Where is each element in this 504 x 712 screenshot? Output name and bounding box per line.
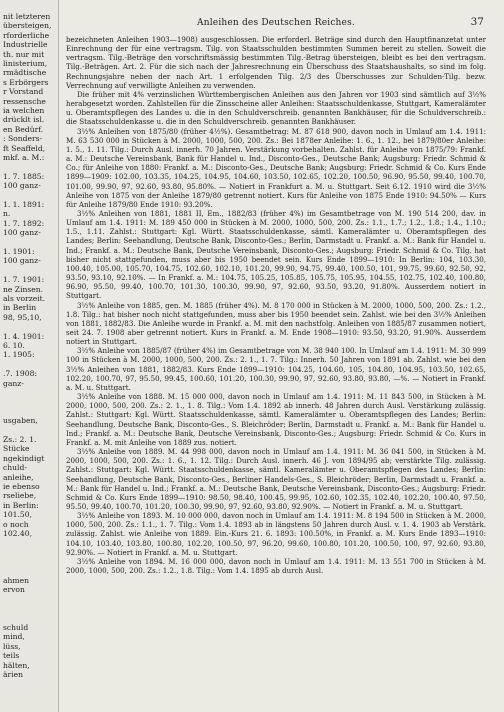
margin-line: anleihe, [3, 472, 34, 482]
margin-line: 1. 7. 1885: [3, 171, 45, 181]
paragraph: Die früher mit 4% verzinslichen Württembergischen Anleihen aus den Jahren vor 1903 sind sämtlich auf 3½% herabgesetzt worden. Zahlstellen für die Zinsscheine aller Anleihen: Staatsschuldenkasse, Stuttgart, Kameralämter u. Oberamtspflegen des Landes u. die in den Schuldverschreib. genannten Bankhäuser, für die Schuldverschreib.: die Staatsschuldenkasse u. die in den Schuldverschreib. genannten Bankhäuser. [66, 89, 486, 127]
margin-line: s Erbörgers [3, 77, 49, 87]
margin-line: rmädtische [3, 68, 47, 78]
margin-line: 98, 95,10, [3, 312, 42, 322]
margin-line: teils [3, 651, 20, 661]
margin-line: als vorzeit. [3, 294, 46, 303]
margin-line: ervon [3, 585, 25, 595]
margin-line: th. nur mit [3, 49, 45, 59]
margin-line: 1. 1901: [3, 247, 35, 256]
paragraph: 3½% Anleihe von 1888. M. 15 000 000, davon noch in Umlauf am 1.4. 1911: M. 11 843 500, in Stücken à M. 2000, 1000, 500, 200. Zs.: 2. 1., 1. 8. Tilg.: Vom 1.4. 1892 ab innerh. 48 Jahren durch Ausl. Verstärkung zulässig. Zahlst.: Stuttgart: Kgl. Württ. Staatsschuldenkasse, sämtl. Kameralämter u. Oberamtspflegen des Landes; Berlin: Seehandlung, Deutsche Bank, Disconto-Ges., S. Bleichröder; Berlin, Darmstadt u. Frankf. a. M.: Bank für Handel u. Ind.; Frankf. a. M.: Deutsche Bank, Deutsche Vereinsbank, Disconto-Ges.; Augsburg: Friedr. Schmid & Co. Kurs in Frankf. a. M. mit Anleihe von 1889 zus. notiert. [66, 392, 486, 447]
margin-line: 100 ganz- [3, 228, 41, 238]
margin-line: übersteigen, [3, 21, 52, 31]
margin-line: mind, [3, 632, 25, 642]
margin-line: 102.40, [3, 529, 32, 538]
page-number: 37 [470, 16, 484, 28]
margin-line: usgaben, [3, 416, 38, 426]
paragraph: 3½% Anleihen von 1881, 1881 II, Em., 1882/83 (früher 4%) im Gesamtbetrage von M. 190 514 200, dav. in Umlauf am 1.4. 1911: M. 189 450 000 in Stücken à M. 2000, 1000, 500, 200. Zs.: 1.1., 1.7.; 1.2., 1.8.; 1.4., 1.10.; 1.5., 1.11. Zahlst.: Stuttgart: Kgl. Württ. Staatsschuldenkasse, sämtl. Kameralämter u. Oberamtspflegen des Landes; Berlin: Seehandlung, Deutsche Bank, Disconto-Ges.; Berlin, Darmstadt u. Frankf. a. M.: Bank für Handel u. Ind.; Frankf. a. M.: Deutsche Bank, Deutsche Vereinsbank, Disconto-Ges.; Augsburg: Friedr. Schmid & Co. Tilg. hat bisher nicht stattgefunden, muss aber bis 1950 beendet sein. Kurs Ende 1899—1910: In Berlin: 104, 103.30, 100.40, 105.00, 105.70, 104.75, 102.60, 102.10, 101.20, 99.90, 94.75, 99.40, 100.50, 101, 99.75, 99.60, 92.50, 92, 93.50, 93.10, 92.10%. — In Frankf. a. M.: 104.75, 105.25, 105.85, 105.75, 105.95, 104.55, 102.75, 102.40, 100.80, 96.90, 95.50, 99.40, 100.70, 101.30, 100.30, 99.90, 97, 92.60, 93.50, 93.20, 91.80%. Ausserdem notiert in Stuttgart. [66, 208, 486, 301]
margin-line: ia welchen [3, 106, 45, 115]
margin-line: 1. 4. 1901: [3, 331, 45, 341]
body-text [66, 35, 486, 707]
margin-line: rseliebe, [3, 491, 37, 501]
page-header [66, 10, 486, 34]
page [66, 0, 486, 712]
margin-line: nit letzteren [3, 12, 51, 21]
paragraph: 3½% Anleihe von 1885, gen. M. 1885 (früher 4%). M. 8 170 000 in Stücken à M. 2000, 1000, 500, 200. Zs.: 1.2., 1.8. Tilg.: hat bisher noch nicht stattgefunden, muss aber bis 1950 beendet sein. Zahlst. wie bei den 3½% Anleihen von 1881, 1882/83. Die Anleihe wurde in Frankf. a. M. mit den nachstfolg. Anleihen von 1885/87 zusammen notiert, seit 24. 7. 1908 aber getrennt notiert. Kurs in Frankf. a. M. Ende 1908—1910: 93.50, 93.20, 91.90%. Ausserdem notiert in Stuttgart. [66, 300, 486, 347]
page-title: Anleihen des Deutschen Reiches. [197, 18, 355, 28]
margin-line: r Vorstand [3, 87, 44, 97]
margin-line: 6. 10. [3, 341, 25, 350]
margin-line: ahmen [3, 576, 30, 585]
paragraph: 3½% Anleihe von 1894. M. 16 000 000, davon noch in Umlauf am 1.4. 1911: M. 13 551 700 in Stücken à M. 2000, 1000, 500, 200. Zs.: 1.2., 1.8. Tilg.: Vom 1.4. 1895 ab durch Ausl. [66, 556, 486, 576]
margin-line: .7. 1908: [3, 369, 37, 379]
margin-line: lüss, [3, 641, 21, 651]
margin-line: 100 ganz- [3, 256, 41, 266]
margin-line: chuld- [3, 463, 27, 473]
margin-line: hälten, [3, 660, 30, 670]
margin-line: 1. 7. 1892: [3, 218, 45, 228]
paragraph: 3½% Anleihe von 1885/87 (früher 4%) im Gesamtbetrage von M. 38 940 100. In Umlauf am 1.4. 1911: M. 30 999 100 in Stücken à M. 2000, 1000, 500, 200. Zs.: 2. 1., 1. 7. Tilg.: Innerh. 50 Jahren von 1891 ab. Zahlst. wie bei den 3½% Anleihen von 1881, 1882/83. Kurs Ende 1899—1910: 104.25, 104.60, 105, 104.80, 104.95, 103.50, 102.65, 102.20, 100.70, 97, 95.50, 99.45, 100.60, 101.20, 100.30, 99.90, 97, 92.60, 93.80, 93.80, —%. — Notiert in Frankf. a. M. u. Stuttgart. [66, 346, 486, 392]
margin-line: 100 ganz- [3, 181, 41, 191]
margin-line: ngekindigt [3, 453, 45, 463]
margin-line: ne Zinsen. [3, 284, 44, 294]
margin-line: 101.50, [3, 510, 32, 520]
margin-line: en Bedürf. [3, 124, 44, 134]
paragraph: 3½% Anleihe von 1893. M. 10 000 000, davon noch in Umlauf am 1.4. 1911: M. 8 194 500 in Stücken à M. 2000, 1000, 500, 200. Zs.: 1.1., 1. 7. Tilg.: Vom 1.4. 1893 ab in längstens 50 Jahren durch Ausl. v. 1. 4. 1903 ab Verstärk. zulässig. Zahlst. wie Anleihe von 1889. Ein.-Kurs 21. 6. 1893: 100.50%, in Frankf. a. M. Kurs Ende 1893—1910: 104.10, 103.40, 103.80, 100.80, 102.20, 100.50, 97, 96.20, 99.60, 100.80, 101.20, 100.50, 100, 97, 92.60, 93.80, 92.90%. — Notiert in Frankf. a. M. u. Stuttgart. [66, 511, 486, 557]
margin-line: Industrielle [3, 40, 48, 50]
margin-line: ganz- [3, 378, 24, 388]
margin-line: rforderliche [3, 30, 50, 40]
margin-line: drücklt isl. [3, 115, 45, 125]
margin-line: Zs.: 2. 1. [3, 435, 37, 444]
margin-line: 1. 1. 1891: [3, 200, 45, 209]
margin-line: mkf. a. M.: [3, 153, 45, 162]
margin-line: o noch [3, 519, 29, 529]
paragraph: 3½% Anleihe von 1889. M. 44 998 000, davon noch in Umlauf am 1.4. 1911: M. 36 041 500, in Stücken à M. 2000, 1000, 500, 200. Zs.: 1. 6., 1. 12. Tilg.: Durch Ausl. innerh. 46 J. von 1894/95 ab; verstärkte Tilg. zulässig. Zahlst.: Stuttgart: Kgl. Württ. Staatsschuldenkasse, sämtl. Kameralämter u. Oberamtspflegen des Landes; Berlin: Seehandlung, Deutsche Bank, Disconto-Ges., Berliner Handels-Ges., S. Bleichröder; Berlin, Darmstadt u. Frankf. a. M.: Bank für Handel u. Ind.; Frankf. a. M.: Deutsche Bank, Deutsche Vereinsbank, Disconto-Ges.; Augsburg: Friedr. Schmid & Co. Kurs Ende 1899—1910: 98.50, 98.40, 100.45, 99.95, 102.60, 102.35, 102.40, 102.20, 100.40, 97.50, 95.50, 99.40, 100.70, 101.20, 100.30, 99.90, 97, 92.60, 93.80, 92.90%. — Notiert in Frankf. a. M. u. Stuttgart. [66, 447, 486, 511]
paragraph: 3½% Anleihen von 1875/80 (früher 4½%). Gesamtbetrag: M. 87 618 900, davon noch in Umlauf am 1.4. 1911: M. 63 530 000 in Stücken à M. 2000, 1000, 500, 200. Zs.: Bei 1878er Anleihe: 1. 6., 1. 12., bei 1879/80er Anleihe: 1. 5., 1. 11. Tilg.: Durch Ausl. innerh. 70 Jahren. Verstärkung vorbehalten. Zahlst. für Anleihe von 1875/79: Frankf. a. M.: Deutsche Vereinsbank, Bank für Handel u. Ind., Disconto-Ges., Deutsche Bank; Augsburg: Friedr. Schmid & Co.; für Anleihe von 1880: Frankf. a. M.: Disconto-Ges., Deutsche Bank; Augsburg: Friedr. Schmid & Co. Kurs Ende 1899—1909: 102.00, 103.35, 104.25, 104.95, 104.60, 103.50, 102.65, 102.20, 100.50, 96.90, 95.50, 99.40, 100.70, 101.00, 99.90, 97, 92.60, 93.80, 95.80%. — Notiert in Frankfurt a. M. u. Stuttgart. Seit 6.12. 1910 wird die 3½% Anleihe von 1875 von der Anleihe 1879/80 getrennt notiert. Kurs für Anleihe von 1875 Ende 1910: 94.50% — Kurs für Anleihe 1879/80 Ende 1910: 93.20%. [66, 126, 486, 209]
margin-line: 1. 7. 1901: [3, 275, 45, 285]
margin-line: ressensche [3, 96, 46, 106]
margin-line: : Sonders- [3, 134, 43, 144]
margin-line: linisterium, [3, 59, 48, 68]
margin-line: ärien [3, 670, 23, 679]
margin-line: 1. 1905: [3, 350, 35, 360]
margin-line: ft Seaffeld, [3, 143, 46, 153]
margin-line: in Berlin: [3, 500, 39, 510]
margin-line: ie ebenso [3, 482, 40, 491]
margin-line: Stücke [3, 444, 30, 454]
margin-line: n. [3, 209, 11, 219]
paragraph: bezeichneten Anleihen 1903—1908) ausgeschlossen. Die erforderl. Beträge sind durch den Hauptfinanzetat unter Einrechnung der für eine vertragsm. Tilg. von Staatsschulden bestimmten Summen bereit zu stellen. Soweit die vertragsm. Tilg.-Beträge den vorschriftsmässig bestimmten Tilg.-Betrag übersteigen, bleibt es bei den vertragsm. Tilg.-Beträgen. Art. 2. Für die sich nach der Jahresrechnung ein Überschuss des Staatshaushalts, so sind im folg. Rechnungsjahre neben der nach Art. 1 erfolgenden Tilg. 2/3 des Überschusses zur Schulden-Tilg. bezw. Verrechnung auf verwilligte Anleihen zu verwenden. [66, 35, 486, 90]
margin-line: schuld [3, 623, 29, 632]
margin-line: in Berlin [3, 303, 37, 313]
left-margin-fragment [0, 0, 59, 712]
